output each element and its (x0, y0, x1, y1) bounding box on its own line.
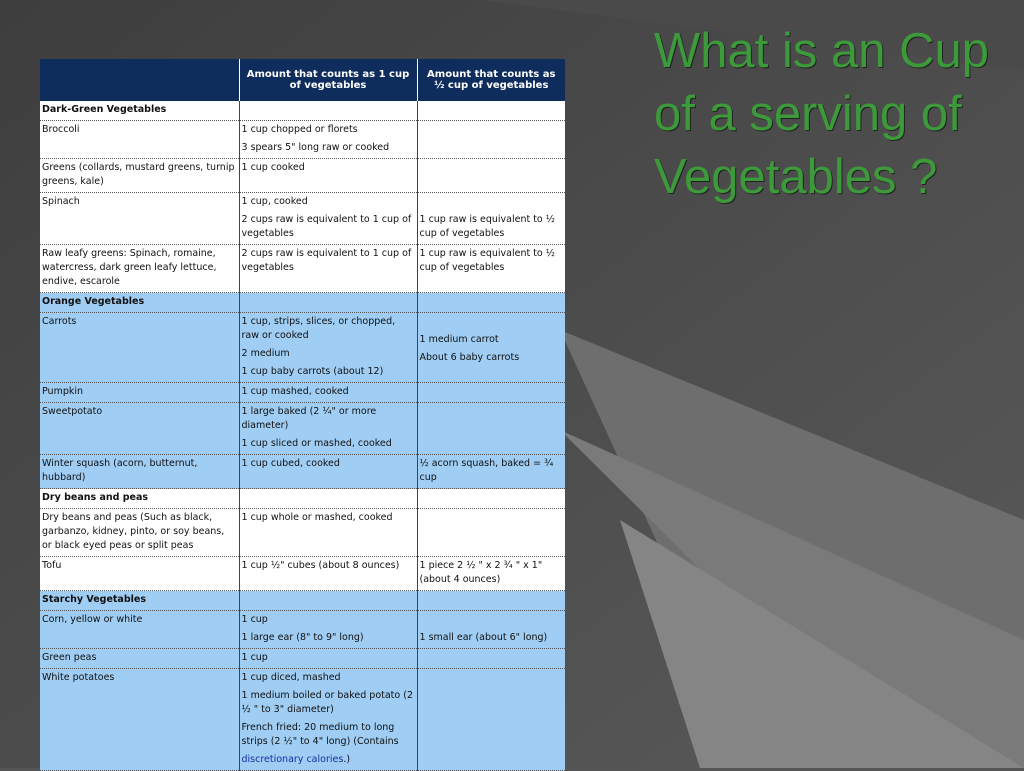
amount-line: discretionary calories.) (241, 754, 351, 765)
amount-line: 1 cup diced, mashed (241, 672, 341, 683)
table-row (40, 159, 565, 193)
table-section-row (40, 591, 565, 611)
one-cup-amount-cell (239, 557, 417, 591)
one-cup-amount-cell (239, 669, 417, 771)
food-name-cell: Winter squash (acorn, butternut, hubbard) (40, 455, 239, 489)
food-name-cell: Dark-Green Vegetables (40, 101, 239, 121)
one-cup-amount-cell (239, 193, 417, 245)
table-row (40, 669, 565, 771)
table-row (40, 403, 565, 455)
amount-line: 1 cup (241, 614, 268, 625)
one-cup-amount-cell (239, 245, 417, 293)
half-cup-amount-cell (417, 611, 565, 649)
table-section-row (40, 489, 565, 509)
one-cup-amount-cell (239, 455, 417, 489)
amount-line (420, 613, 564, 627)
amount-line: 1 cup ½" cubes (about 8 ounces) (241, 560, 400, 571)
vegetable-serving-table (40, 59, 565, 771)
one-cup-amount-cell (239, 383, 417, 403)
one-cup-amount-cell (239, 591, 417, 611)
amount-line: 2 cups raw is equivalent to 1 cup of vegetables (241, 248, 412, 273)
table-row (40, 455, 565, 489)
half-cup-amount-cell (417, 591, 565, 611)
amount-line: 2 cups raw is equivalent to 1 cup of vegetables (241, 214, 412, 239)
half-cup-amount-cell (417, 557, 565, 591)
half-cup-amount-cell (417, 509, 565, 557)
half-cup-amount-cell (417, 649, 565, 669)
half-cup-amount-cell (417, 193, 565, 245)
half-cup-amount-cell (417, 121, 565, 159)
header-empty (40, 59, 239, 101)
header-one-cup: Amount that counts as 1 cup of vegetables (239, 59, 417, 101)
table-row (40, 557, 565, 591)
table-section-row (40, 293, 565, 313)
slide-title: What is an Cup of a serving of Vegetables ? (654, 24, 989, 204)
table-row (40, 245, 565, 293)
amount-line: French fried: 20 medium to long strips (2 ½" to 4" long) (Contains (241, 722, 399, 747)
food-name-cell: Broccoli (40, 121, 239, 159)
food-name-cell: Pumpkin (40, 383, 239, 403)
amount-line: 1 medium boiled or baked potato (2 ½ " to 3" diameter) (241, 690, 413, 715)
amount-line: 1 large baked (2 ¼" or more diameter) (241, 406, 377, 431)
amount-line: 1 cup cubed, cooked (241, 458, 340, 469)
table-row (40, 313, 565, 383)
table-row (40, 193, 565, 245)
food-name-cell: Carrots (40, 313, 239, 383)
amount-line: 1 small ear (about 6" long) (419, 632, 548, 643)
food-name-cell: Starchy Vegetables (40, 591, 239, 611)
half-cup-amount-cell (417, 245, 565, 293)
table-row (40, 121, 565, 159)
table-section-row (40, 101, 565, 121)
table-row (40, 509, 565, 557)
food-name-cell: Sweetpotato (40, 403, 239, 455)
table-row (40, 649, 565, 669)
food-name-cell: Spinach (40, 193, 239, 245)
food-name-cell: Raw leafy greens: Spinach, romaine, watercress, dark green leafy lettuce, endive, escarole (40, 245, 239, 293)
half-cup-amount-cell (417, 101, 565, 121)
food-name-cell: Corn, yellow or white (40, 611, 239, 649)
half-cup-amount-cell (417, 455, 565, 489)
amount-line: 1 cup whole or mashed, cooked (241, 512, 393, 523)
amount-line: 1 cup (241, 652, 268, 663)
discretionary-calories-link[interactable]: discretionary calories (241, 754, 344, 765)
amount-line: 1 piece 2 ½ " x 2 ¾ " x 1" (about 4 ounces) (419, 560, 543, 585)
amount-line (420, 315, 564, 329)
amount-line: About 6 baby carrots (419, 352, 520, 363)
half-cup-amount-cell (417, 383, 565, 403)
one-cup-amount-cell (239, 509, 417, 557)
half-cup-amount-cell (417, 159, 565, 193)
amount-line: ½ acorn squash, baked = ¾ cup (419, 458, 554, 483)
one-cup-amount-cell (239, 293, 417, 313)
amount-line: 1 cup, strips, slices, or chopped, raw or cooked (241, 316, 396, 341)
one-cup-amount-cell (239, 649, 417, 669)
amount-line (420, 195, 564, 209)
half-cup-amount-cell (417, 489, 565, 509)
food-name-cell: White potatoes (40, 669, 239, 771)
amount-line: 1 cup sliced or mashed, cooked (241, 438, 392, 449)
half-cup-amount-cell (417, 403, 565, 455)
one-cup-amount-cell (239, 489, 417, 509)
amount-line: 1 cup chopped or florets (241, 124, 358, 135)
serving-table-image (40, 59, 565, 765)
table-header-row (40, 59, 565, 101)
amount-line: 1 cup raw is equivalent to ½ cup of vegetables (419, 214, 555, 239)
one-cup-amount-cell (239, 313, 417, 383)
amount-line: 1 cup raw is equivalent to ½ cup of vegetables (419, 248, 555, 273)
table-row (40, 383, 565, 403)
one-cup-amount-cell (239, 611, 417, 649)
table-row (40, 611, 565, 649)
food-name-cell: Tofu (40, 557, 239, 591)
amount-line: 1 large ear (8" to 9" long) (241, 632, 364, 643)
one-cup-amount-cell (239, 403, 417, 455)
header-half-cup: Amount that counts as ½ cup of vegetables (417, 59, 565, 101)
half-cup-amount-cell (417, 293, 565, 313)
amount-line: 1 cup baby carrots (about 12) (241, 366, 384, 377)
food-name-cell: Dry beans and peas (40, 489, 239, 509)
amount-line: 3 spears 5" long raw or cooked (241, 142, 390, 153)
half-cup-amount-cell (417, 313, 565, 383)
amount-line: 1 cup, cooked (241, 196, 308, 207)
amount-line: 1 cup cooked (241, 162, 305, 173)
one-cup-amount-cell (239, 101, 417, 121)
amount-line: 2 medium (241, 348, 290, 359)
amount-line: 1 cup mashed, cooked (241, 386, 349, 397)
food-name-cell: Green peas (40, 649, 239, 669)
one-cup-amount-cell (239, 121, 417, 159)
food-name-cell: Dry beans and peas (Such as black, garbanzo, kidney, pinto, or soy beans, or black eyed peas or split peas (40, 509, 239, 557)
half-cup-amount-cell (417, 669, 565, 771)
one-cup-amount-cell (239, 159, 417, 193)
food-name-cell: Greens (collards, mustard greens, turnip greens, kale) (40, 159, 239, 193)
food-name-cell: Orange Vegetables (40, 293, 239, 313)
amount-line: 1 medium carrot (419, 334, 499, 345)
